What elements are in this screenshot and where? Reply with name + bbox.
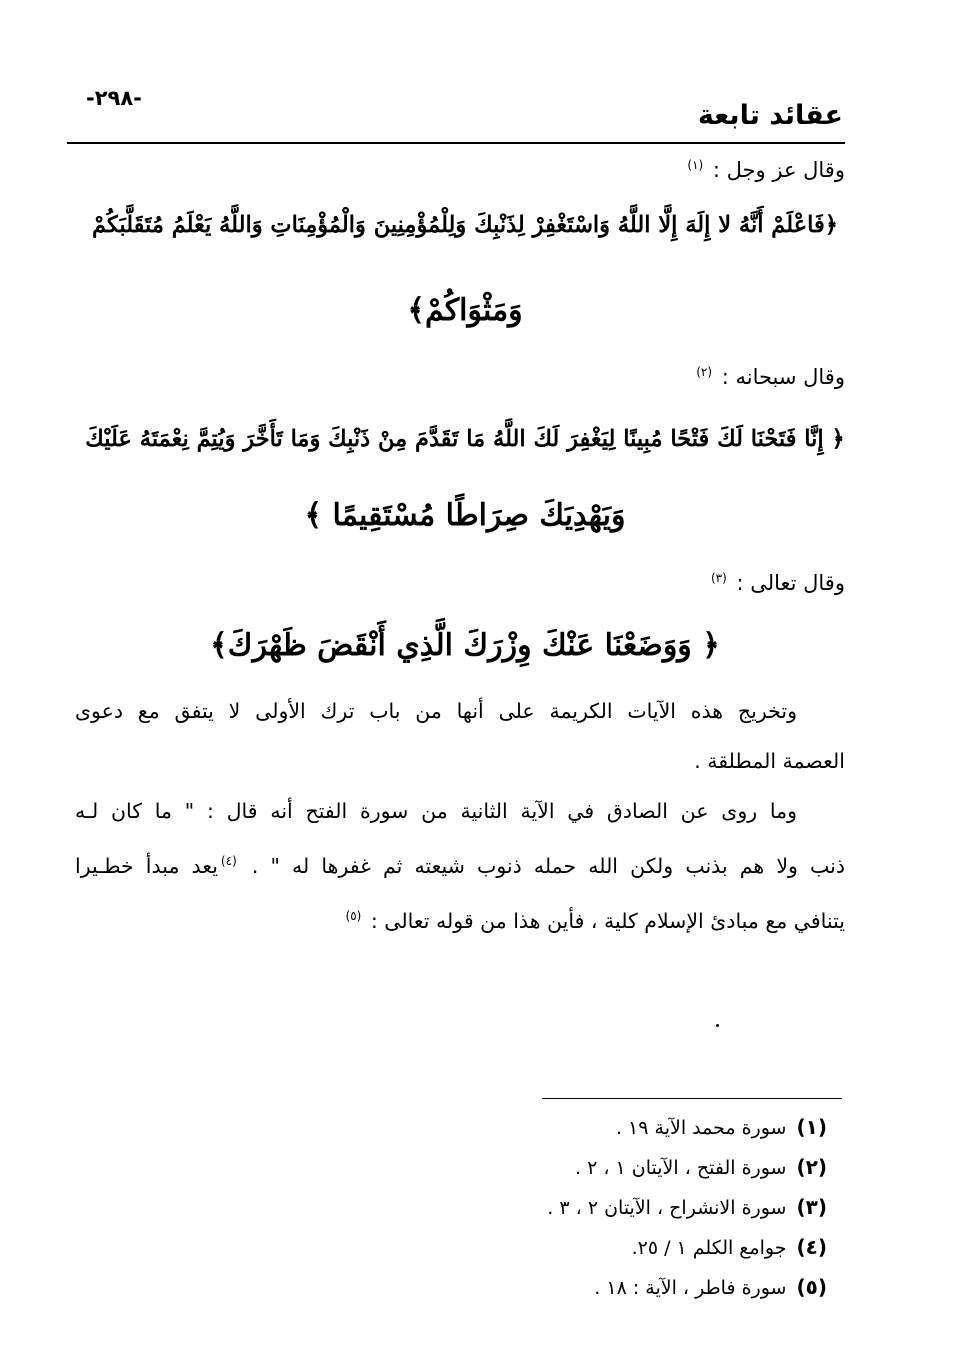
paragraph-line — [75, 836, 845, 891]
header-rule — [67, 142, 845, 144]
body-paragraph — [75, 786, 845, 946]
footnote-number: (٣) — [796, 1195, 827, 1219]
footnote-number: (٤) — [796, 1235, 827, 1259]
intro-text: وقال تعالى : — [736, 571, 845, 595]
footnote-text: سورة الانشراح ، الآيتان ٢ ، ٣ . — [547, 1197, 787, 1219]
line-text: يعد مبدأ خطـيرا — [75, 853, 218, 878]
paragraph-line: وتخريج هذه الآيات الكريمة على أنها من باب ترك الأولى لا يتفق مع دعوى — [75, 699, 797, 723]
footnotes — [547, 1115, 827, 1315]
footnote-text: سورة الفتح ، الآيتان ١ ، ٢ . — [574, 1157, 787, 1179]
footnote-text: سورة فاطر ، الآية : ١٨ . — [594, 1277, 787, 1299]
section-intro — [708, 571, 845, 595]
intro-text: وقال عز وجل : — [712, 158, 845, 182]
stray-dot — [716, 1024, 719, 1027]
quran-verse-line: وَمَثْوَاكُمْ﴾ — [407, 293, 523, 328]
intro-text: وقال سبحانه : — [721, 365, 845, 389]
footnote-item — [547, 1235, 827, 1275]
quran-verse-line: وَيَهْدِيَكَ صِرَاطًا مُسْتَقِيمًا ﴾ — [304, 498, 626, 533]
footnote-ref: (٥) — [345, 908, 362, 923]
paragraph-line: العصمة المطلقة . — [694, 749, 845, 773]
footnote-item — [547, 1195, 827, 1235]
quran-verse-line: ﴿ إِنَّا فَتَحْنَا لَكَ فَتْحًا مُبِينًا لِيَغْفِرَ لَكَ اللَّهُ مَا تَقَدَّمَ مِنْ ذَنْبِكَ وَمَا تَأَخَّرَ وَيُتِمَّ نِعْمَتَهُ عَلَيْكَ — [85, 426, 845, 452]
footnote-rule — [542, 1098, 842, 1099]
footnote-ref: (٤) — [220, 854, 237, 868]
paragraph-line: وما روى عن الصادق في الآية الثانية من سورة الفتح أنه قال : " ما كان لـه — [75, 799, 797, 823]
page-number: -٢٩٨- — [86, 86, 142, 110]
footnote-number: (٢) — [796, 1155, 827, 1179]
line-text: ذنب ولا هم بذنب ولكن الله حمله ذنوب شيعته ثم غفرها له " . — [251, 853, 845, 878]
footnote-number: (٥) — [796, 1275, 827, 1299]
footnote-number: (١) — [796, 1115, 827, 1139]
section-intro — [693, 365, 845, 389]
body-paragraph — [75, 686, 845, 786]
line-text: يتنافي مع مبادئ الإسلام كلية ، فأين هذا من قوله تعالى : — [370, 908, 845, 933]
footnote-ref: (٢) — [696, 365, 713, 379]
footnote-item — [547, 1155, 827, 1195]
footnote-ref: (٣) — [710, 571, 727, 585]
running-title: عقائد تابعة — [697, 100, 843, 131]
quran-verse-line: ﴿ وَوَضَعْنَا عَنْكَ وِزْرَكَ الَّذِي أَنْقَضَ ظَهْرَكَ﴾ — [210, 628, 720, 663]
section-intro — [684, 158, 845, 182]
paragraph-line — [75, 891, 845, 946]
quran-verse-line: ﴿فَاعْلَمْ أَنَّهُ لا إِلَهَ إِلَّا اللَّهُ وَاسْتَغْفِرْ لِذَنْبِكَ وَلِلْمُؤْمِنِينَ وَالْمُؤْمِنَاتِ وَاللَّهُ يَعْلَمُ مُتَقَلَّبَكُمْ — [92, 212, 838, 238]
footnote-item — [547, 1275, 827, 1315]
footnote-text: جوامع الكلم ١ / ٢٥. — [631, 1237, 787, 1259]
footnote-item — [547, 1115, 827, 1155]
footnote-ref: (١) — [687, 158, 704, 172]
footnote-text: سورة محمد الآية ١٩ . — [615, 1117, 787, 1139]
